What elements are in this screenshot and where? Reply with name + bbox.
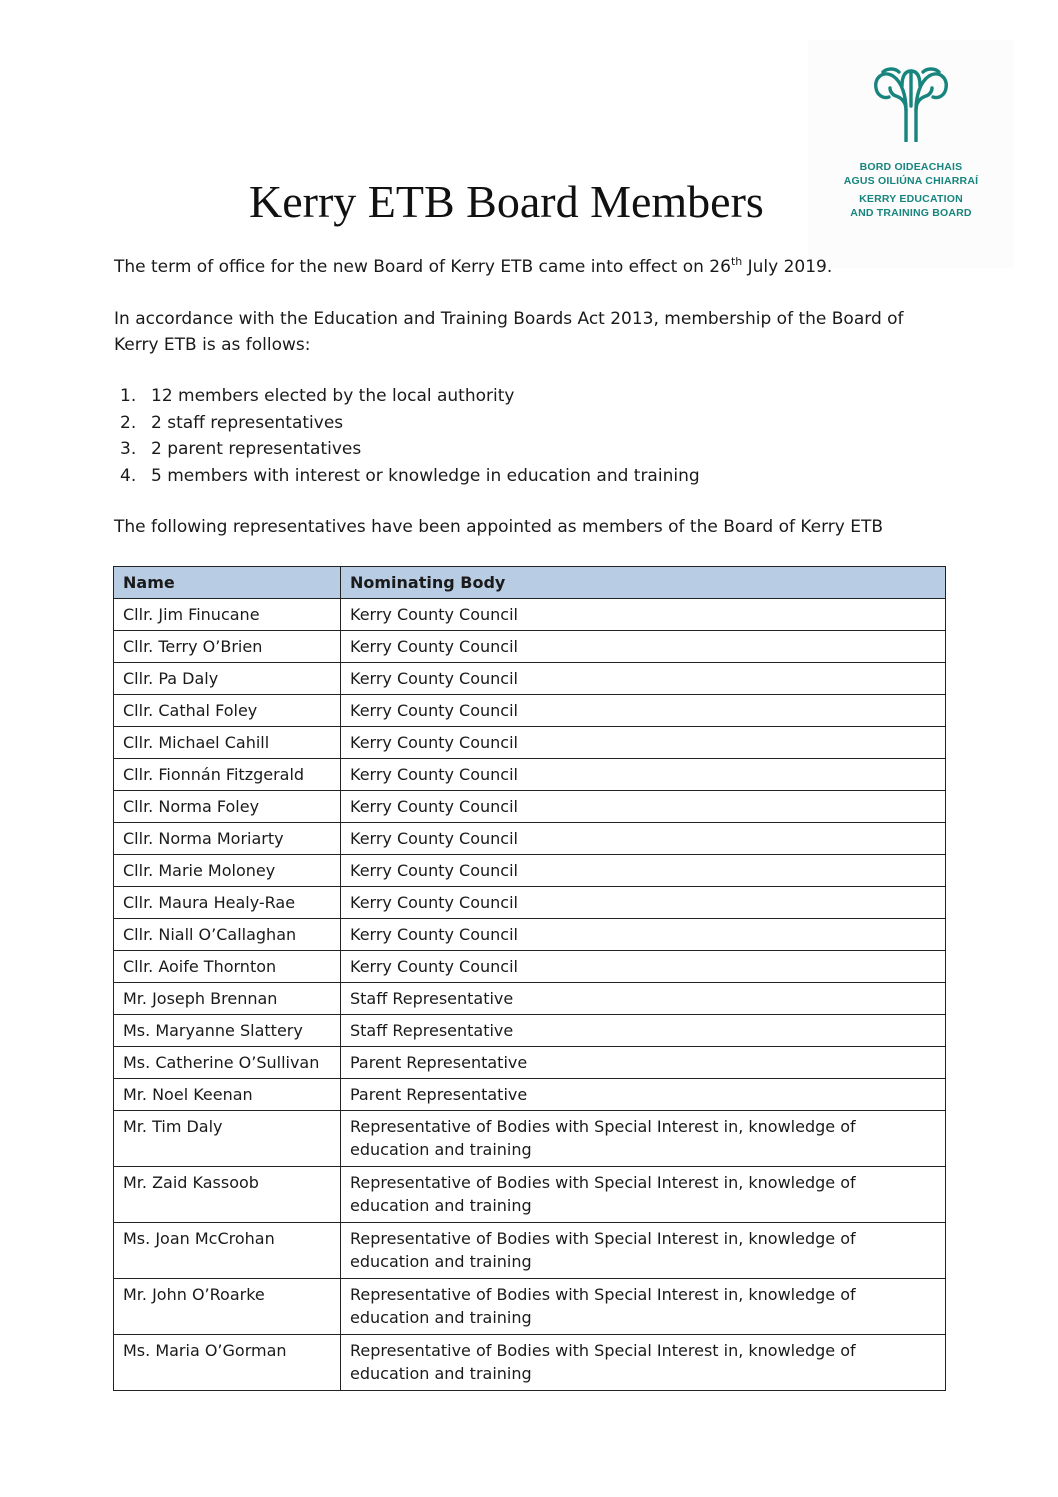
- member-name-cell: Cllr. Norma Foley: [114, 791, 341, 823]
- board-members-table: [113, 566, 946, 1391]
- term-text-before: The term of office for the new Board of Kerry ETB came into effect on 26: [114, 257, 731, 277]
- table-row: [114, 1279, 946, 1335]
- term-text-after: July 2019.: [742, 257, 833, 277]
- logo-text-irish-line-1: BORD OIDEACHAIS: [859, 161, 963, 173]
- nominating-body-cell: Kerry County Council: [341, 631, 946, 663]
- member-name-cell: Ms. Maryanne Slattery: [114, 1015, 341, 1047]
- nominating-body-cell: Kerry County Council: [341, 759, 946, 791]
- nominating-body-cell: Representative of Bodies with Special Interest in, knowledge of education and training: [341, 1223, 946, 1279]
- column-header-name: Name: [114, 567, 341, 599]
- kerry-etb-logo: [808, 40, 1014, 268]
- table-row: [114, 1047, 946, 1079]
- date-superscript: th: [730, 255, 743, 268]
- table-body: [114, 599, 946, 1391]
- table-row: [114, 663, 946, 695]
- list-item: [114, 410, 700, 437]
- table-row: [114, 1335, 946, 1391]
- member-name-cell: Cllr. Marie Moloney: [114, 855, 341, 887]
- member-name-cell: Cllr. Niall O’Callaghan: [114, 919, 341, 951]
- nominating-body-cell: Representative of Bodies with Special Interest in, knowledge of education and training: [341, 1167, 946, 1223]
- appointed-paragraph: The following representatives have been appointed as members of the Board of Kerry ETB: [114, 517, 884, 537]
- list-number: 3.: [120, 439, 137, 459]
- table-row: [114, 855, 946, 887]
- list-number: 4.: [120, 465, 137, 486]
- table-row: [114, 727, 946, 759]
- nominating-body-cell: Kerry County Council: [341, 791, 946, 823]
- table-header-row: [114, 567, 946, 599]
- nominating-body-cell: Representative of Bodies with Special Interest in, knowledge of education and training: [341, 1111, 946, 1167]
- member-name-cell: Ms. Joan McCrohan: [114, 1223, 341, 1279]
- table-row: [114, 599, 946, 631]
- membership-list: [114, 383, 700, 489]
- table-row: [114, 887, 946, 919]
- table-row: [114, 919, 946, 951]
- table-row: [114, 759, 946, 791]
- list-item: [114, 463, 700, 490]
- nominating-body-cell: Staff Representative: [341, 1015, 946, 1047]
- list-item: [114, 436, 700, 463]
- logo-text-english-line-2: AND TRAINING BOARD: [850, 207, 972, 219]
- page-title: Kerry ETB Board Members: [249, 176, 764, 227]
- list-number: 1.: [120, 386, 137, 406]
- term-of-office-paragraph: [114, 254, 832, 280]
- member-name-cell: Cllr. Jim Finucane: [114, 599, 341, 631]
- table-row: [114, 1079, 946, 1111]
- nominating-body-cell: Staff Representative: [341, 983, 946, 1015]
- kerry-etb-tree-logo-icon: [869, 66, 953, 142]
- member-name-cell: Cllr. Aoife Thornton: [114, 951, 341, 983]
- nominating-body-cell: Representative of Bodies with Special Interest in, knowledge of education and training: [341, 1279, 946, 1335]
- column-header-nominating-body: Nominating Body: [341, 567, 946, 599]
- nominating-body-cell: Kerry County Council: [341, 951, 946, 983]
- member-name-cell: Cllr. Terry O’Brien: [114, 631, 341, 663]
- member-name-cell: Cllr. Cathal Foley: [114, 695, 341, 727]
- nominating-body-cell: Parent Representative: [341, 1047, 946, 1079]
- accordance-paragraph-line-2: Kerry ETB is as follows:: [114, 335, 311, 355]
- table-row: [114, 1167, 946, 1223]
- list-item: [114, 383, 700, 410]
- nominating-body-cell: Kerry County Council: [341, 919, 946, 951]
- table-row: [114, 791, 946, 823]
- member-name-cell: Mr. John O’Roarke: [114, 1279, 341, 1335]
- nominating-body-cell: Kerry County Council: [341, 823, 946, 855]
- list-text: 2 parent representatives: [151, 439, 362, 459]
- member-name-cell: Cllr. Norma Moriarty: [114, 823, 341, 855]
- member-name-cell: Cllr. Fionnán Fitzgerald: [114, 759, 341, 791]
- nominating-body-cell: Kerry County Council: [341, 855, 946, 887]
- member-name-cell: Cllr. Pa Daly: [114, 663, 341, 695]
- logo-text-english-line-1: KERRY EDUCATION: [859, 193, 963, 205]
- table-row: [114, 1111, 946, 1167]
- nominating-body-cell: Representative of Bodies with Special Interest in, knowledge of education and training: [341, 1335, 946, 1391]
- nominating-body-cell: Parent Representative: [341, 1079, 946, 1111]
- member-name-cell: Ms. Catherine O’Sullivan: [114, 1047, 341, 1079]
- table-row: [114, 695, 946, 727]
- nominating-body-cell: Kerry County Council: [341, 695, 946, 727]
- table-row: [114, 1223, 946, 1279]
- table-row: [114, 823, 946, 855]
- list-text: 2 staff representatives: [151, 412, 344, 433]
- list-number: 2.: [120, 412, 137, 433]
- member-name-cell: Mr. Zaid Kassoob: [114, 1167, 341, 1223]
- member-name-cell: Cllr. Michael Cahill: [114, 727, 341, 759]
- member-name-cell: Mr. Joseph Brennan: [114, 983, 341, 1015]
- accordance-paragraph-line-1: In accordance with the Education and Training Boards Act 2013, membership of the Board of: [114, 309, 904, 329]
- list-text: 5 members with interest or knowledge in education and training: [151, 465, 700, 486]
- nominating-body-cell: Kerry County Council: [341, 663, 946, 695]
- member-name-cell: Cllr. Maura Healy-Rae: [114, 887, 341, 919]
- member-name-cell: Mr. Tim Daly: [114, 1111, 341, 1167]
- nominating-body-cell: Kerry County Council: [341, 887, 946, 919]
- list-text: 12 members elected by the local authority: [151, 386, 515, 406]
- table-row: [114, 983, 946, 1015]
- logo-text-irish-line-2: AGUS OILIÚNA CHIARRAÍ: [843, 175, 979, 187]
- member-name-cell: Ms. Maria O’Gorman: [114, 1335, 341, 1391]
- table-row: [114, 631, 946, 663]
- nominating-body-cell: Kerry County Council: [341, 599, 946, 631]
- nominating-body-cell: Kerry County Council: [341, 727, 946, 759]
- table-row: [114, 951, 946, 983]
- member-name-cell: Mr. Noel Keenan: [114, 1079, 341, 1111]
- table-row: [114, 1015, 946, 1047]
